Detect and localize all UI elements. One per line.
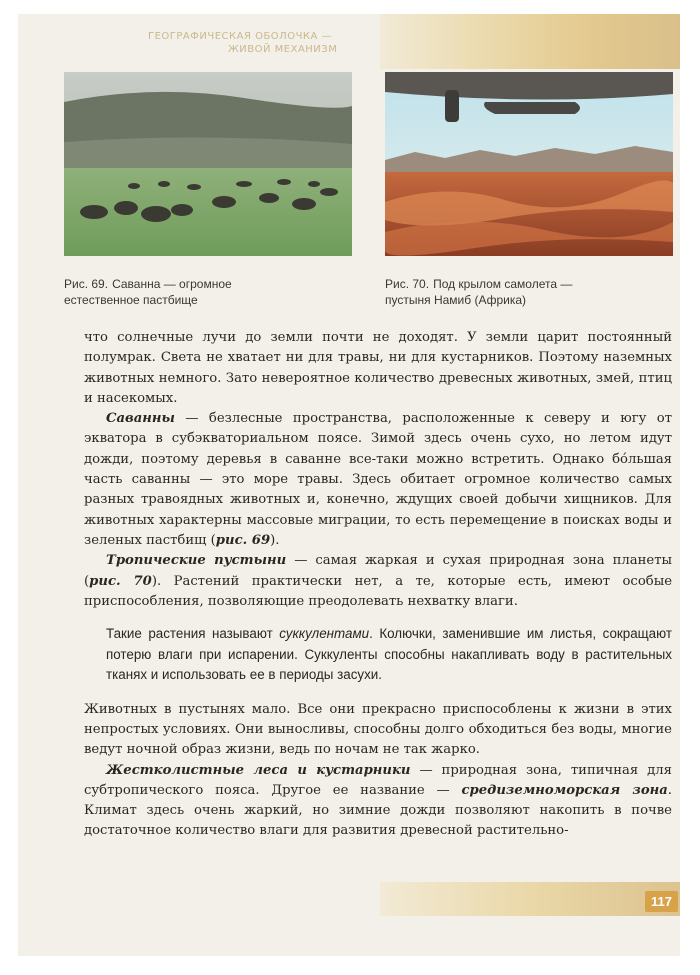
figure-70-caption bbox=[385, 276, 572, 308]
savanna-photo bbox=[64, 72, 352, 256]
term-savanna: Саванны bbox=[106, 411, 175, 427]
desert-text-end: ). Растений практически нет, а те, которые есть, имеют особые приспособления, позволяющие преодолевать нехватку влаги. bbox=[84, 573, 673, 609]
paragraph-desert bbox=[84, 551, 672, 612]
map-decoration-bottom bbox=[380, 882, 680, 916]
figure-69-caption-line2: естественное пастбище bbox=[64, 293, 198, 307]
figure-69-caption-line1: Саванна — огромное bbox=[112, 277, 232, 291]
figure-70-number: Рис. 70. bbox=[385, 277, 430, 291]
paragraph-desert-animals: Животных в пустынях мало. Все они прекрасно приспособлены к жизни в этих непростых условиях. Они выносливы, способны долго обходиться без воды, многие ведут ночной образ жизни, ведь по ночам не так жарко. bbox=[84, 701, 672, 758]
term-succulents: суккулентами bbox=[279, 626, 370, 642]
succulents-box bbox=[84, 624, 672, 686]
figure-69-caption bbox=[64, 276, 232, 308]
paragraph-rainforest-end: что солнечные лучи до земли почти не доходят. У земли царит постоянный полумрак. Света не хватает ни для травы, ни для кустарников. Поэтому наземных животных немного. Зато невероятное количество древесных животных, змей, птиц и насекомых. bbox=[84, 330, 672, 406]
desert-text: — самая жаркая и сухая природная зона планеты ( bbox=[84, 553, 672, 589]
box-text-end: . Колючки, заменившие им листья, сокращают потерю влаги при испарении. Суккуленты способны накапливать воду в растительных тканях и использовать ее в периоды засухи. bbox=[106, 626, 672, 683]
running-header-line1: ГЕОГРАФИЧЕСКАЯ ОБОЛОЧКА — bbox=[148, 31, 333, 42]
map-decoration-top bbox=[380, 14, 680, 69]
textbook-page bbox=[18, 14, 680, 956]
term-tropical-desert: Тропические пустыни bbox=[106, 553, 287, 569]
figure-70-caption-line2: пустыня Намиб (Африка) bbox=[385, 293, 527, 307]
desert-figure-ref: рис. 70 bbox=[89, 573, 152, 589]
namib-desert-photo bbox=[385, 72, 673, 256]
paragraph-savanna bbox=[84, 409, 672, 551]
savanna-figure-ref: рис. 69 bbox=[215, 532, 271, 548]
figure-69-number: Рис. 69. bbox=[64, 277, 109, 291]
running-header-line2: ЖИВОЙ МЕХАНИЗМ bbox=[228, 44, 338, 55]
paragraph-sclerophyll bbox=[84, 761, 672, 842]
sclerophyll-text: — природная зона, типичная для субтропического пояса. Другое ее название — bbox=[84, 762, 672, 798]
box-text: Такие растения называют bbox=[106, 626, 280, 642]
savanna-text-end: ). bbox=[270, 532, 280, 548]
term-sclerophyll-forests: Жестколистные леса и кустарники bbox=[106, 762, 411, 778]
body-text bbox=[84, 328, 672, 842]
sclerophyll-text-end: . Климат здесь очень жаркий, но зимние дожди позволяют накопить в почве достаточное количество влаги для развития древесной растительно- bbox=[84, 782, 672, 839]
running-header bbox=[148, 31, 337, 55]
figure-70-caption-line1: Под крылом самолета — bbox=[433, 277, 573, 291]
term-mediterranean-zone: средиземноморская зона bbox=[461, 782, 668, 798]
page-number: 117 bbox=[645, 891, 678, 912]
savanna-text: — безлесные пространства, расположенные к северу и югу от экватора в субэкваториальном поясе. Зимой здесь очень сухо, но летом идут дожди, поэтому деревья в саванне все-таки можно встретить. Однако бо́льшая часть саванны — это море травы. Здесь обитает огромное количество самых разных травоядных животных и, конечно, ждущих своей добычи хищников. Для животных характерны массовые миграции, то есть перемещение в поисках воды и зеленых пастбищ ( bbox=[84, 411, 672, 548]
